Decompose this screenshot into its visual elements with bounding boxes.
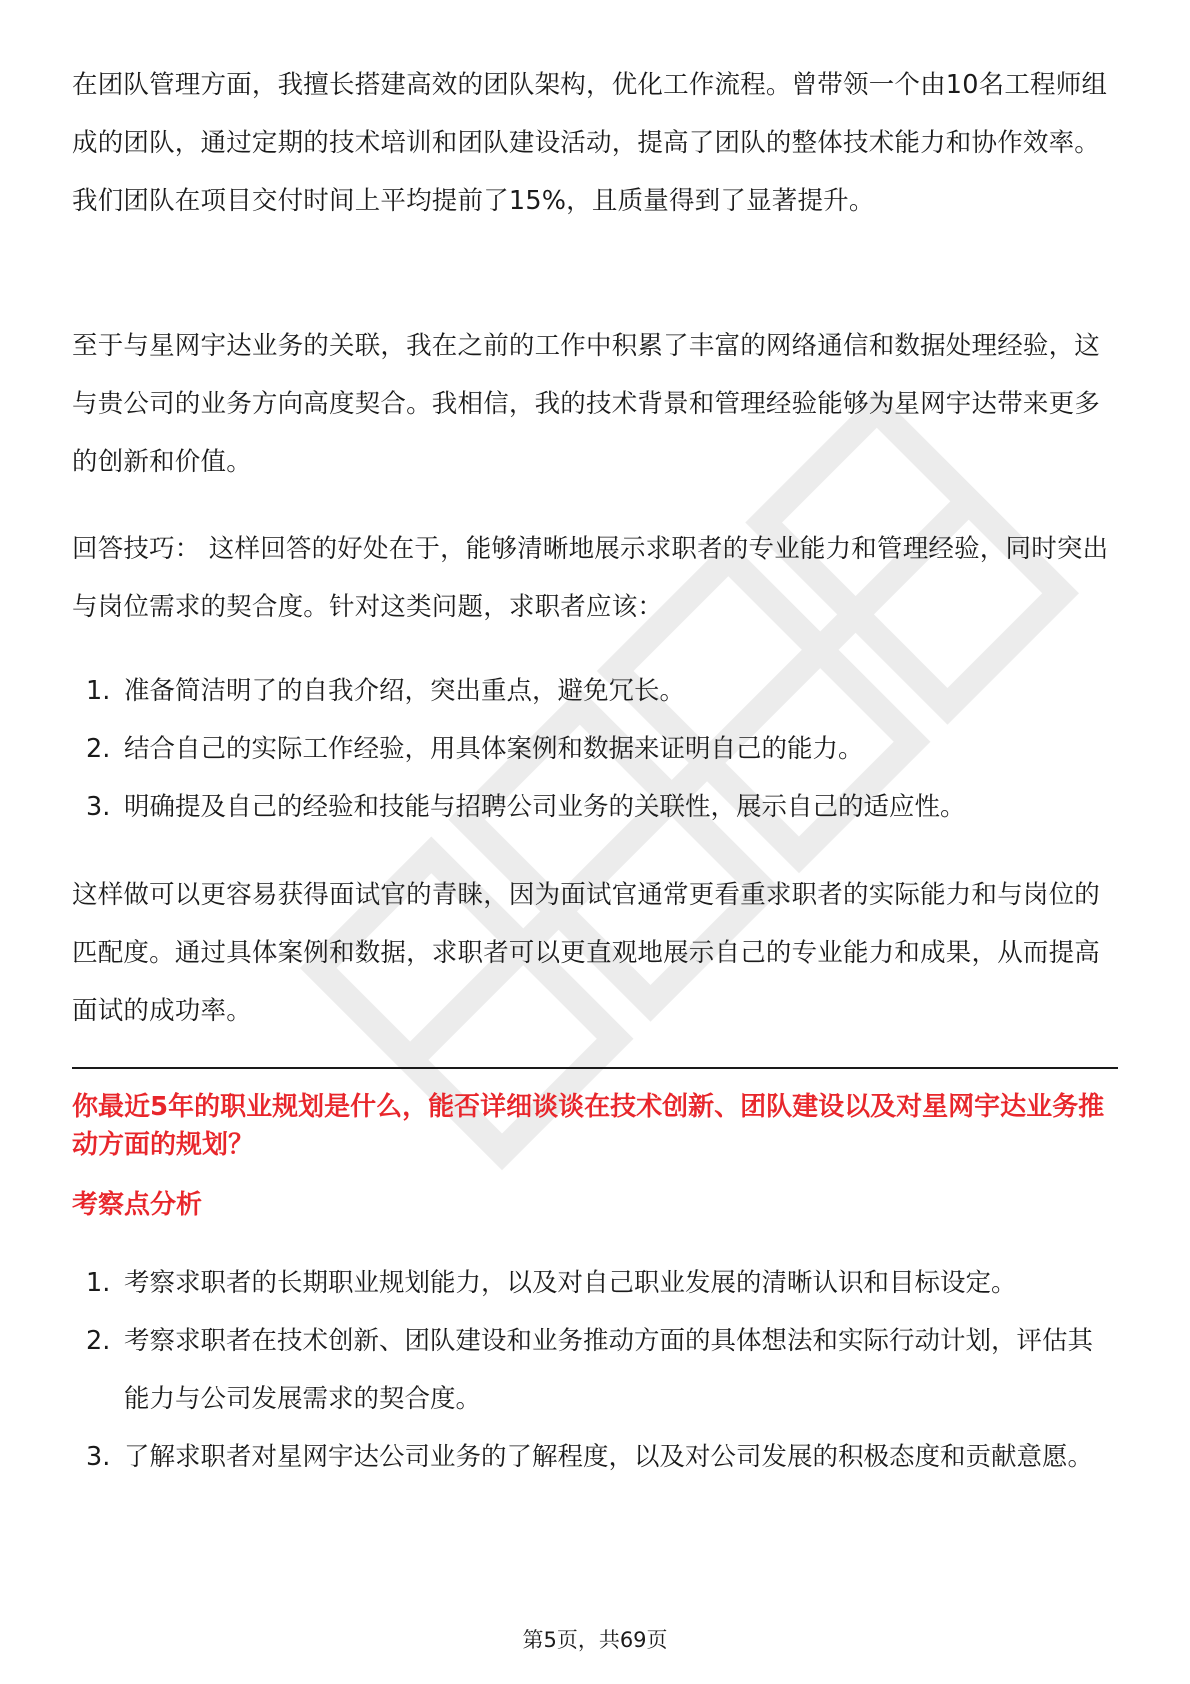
paragraph-conclusion: 这样做可以更容易获得面试官的青睐，因为面试官通常更看重求职者的实际能力和与岗位的匹配度。通过具体案例和数据，求职者可以更直观地展示自己的专业能力和成果，从而提高面试的成功率。 — [72, 880, 1101, 1026]
list-item-text: 考察求职者的长期职业规划能力，以及对自己职业发展的清晰认识和目标设定。 — [124, 1268, 1017, 1298]
list-item-text: 考察求职者在技术创新、团队建设和业务推动方面的具体想法和实际行动计划，评估其能力与公司发展需求的契合度。 — [124, 1326, 1094, 1414]
paragraph-team-management: 在团队管理方面，我擅长搭建高效的团队架构，优化工作流程。曾带领一个由10名工程师组成的团队，通过定期的技术培训和团队建设活动，提高了团队的整体技术能力和协作效率。我们团队在项目交付时间上平均提前了15%，且质量得到了显著提升。 — [72, 70, 1108, 216]
list-item — [72, 720, 1118, 778]
list-item-text: 结合自己的实际工作经验，用具体案例和数据来证明自己的能力。 — [124, 734, 864, 764]
page-number-footer: 第5页，共69页 — [522, 1628, 668, 1652]
list-item-text: 准备简洁明了的自我介绍，突出重点，避免冗长。 — [124, 676, 686, 706]
list-number: 2. — [86, 734, 111, 764]
list-item — [72, 1428, 1118, 1486]
interview-question: 你最近5年的职业规划是什么，能否详细谈谈在技术创新、团队建设以及对星网宇达业务推动方面的规划？ — [72, 1092, 1105, 1160]
list-number: 2. — [86, 1326, 111, 1356]
paragraph-answer-tips: 回答技巧： 这样回答的好处在于，能够清晰地展示求职者的专业能力和管理经验，同时突出与岗位需求的契合度。针对这类问题，求职者应该： — [72, 534, 1109, 622]
section-divider — [72, 1067, 1118, 1069]
list-item — [72, 1312, 1118, 1428]
list-number: 1. — [86, 676, 111, 706]
list-number: 3. — [86, 1442, 111, 1472]
list-number: 1. — [86, 1268, 111, 1298]
tips-list — [72, 662, 1118, 836]
list-item-text: 了解求职者对星网宇达公司业务的了解程度，以及对公司发展的积极态度和贡献意愿。 — [124, 1442, 1094, 1472]
list-item — [72, 1254, 1118, 1312]
list-item-text: 明确提及自己的经验和技能与招聘公司业务的关联性，展示自己的适应性。 — [124, 792, 966, 822]
list-item — [72, 778, 1118, 836]
analysis-heading: 考察点分析 — [72, 1190, 203, 1220]
analysis-list — [72, 1254, 1118, 1486]
list-item — [72, 662, 1118, 720]
list-number: 3. — [86, 792, 111, 822]
paragraph-business-relevance: 至于与星网宇达业务的关联，我在之前的工作中积累了丰富的网络通信和数据处理经验，这与贵公司的业务方向高度契合。我相信，我的技术背景和管理经验能够为星网宇达带来更多的创新和价值。 — [72, 331, 1101, 477]
